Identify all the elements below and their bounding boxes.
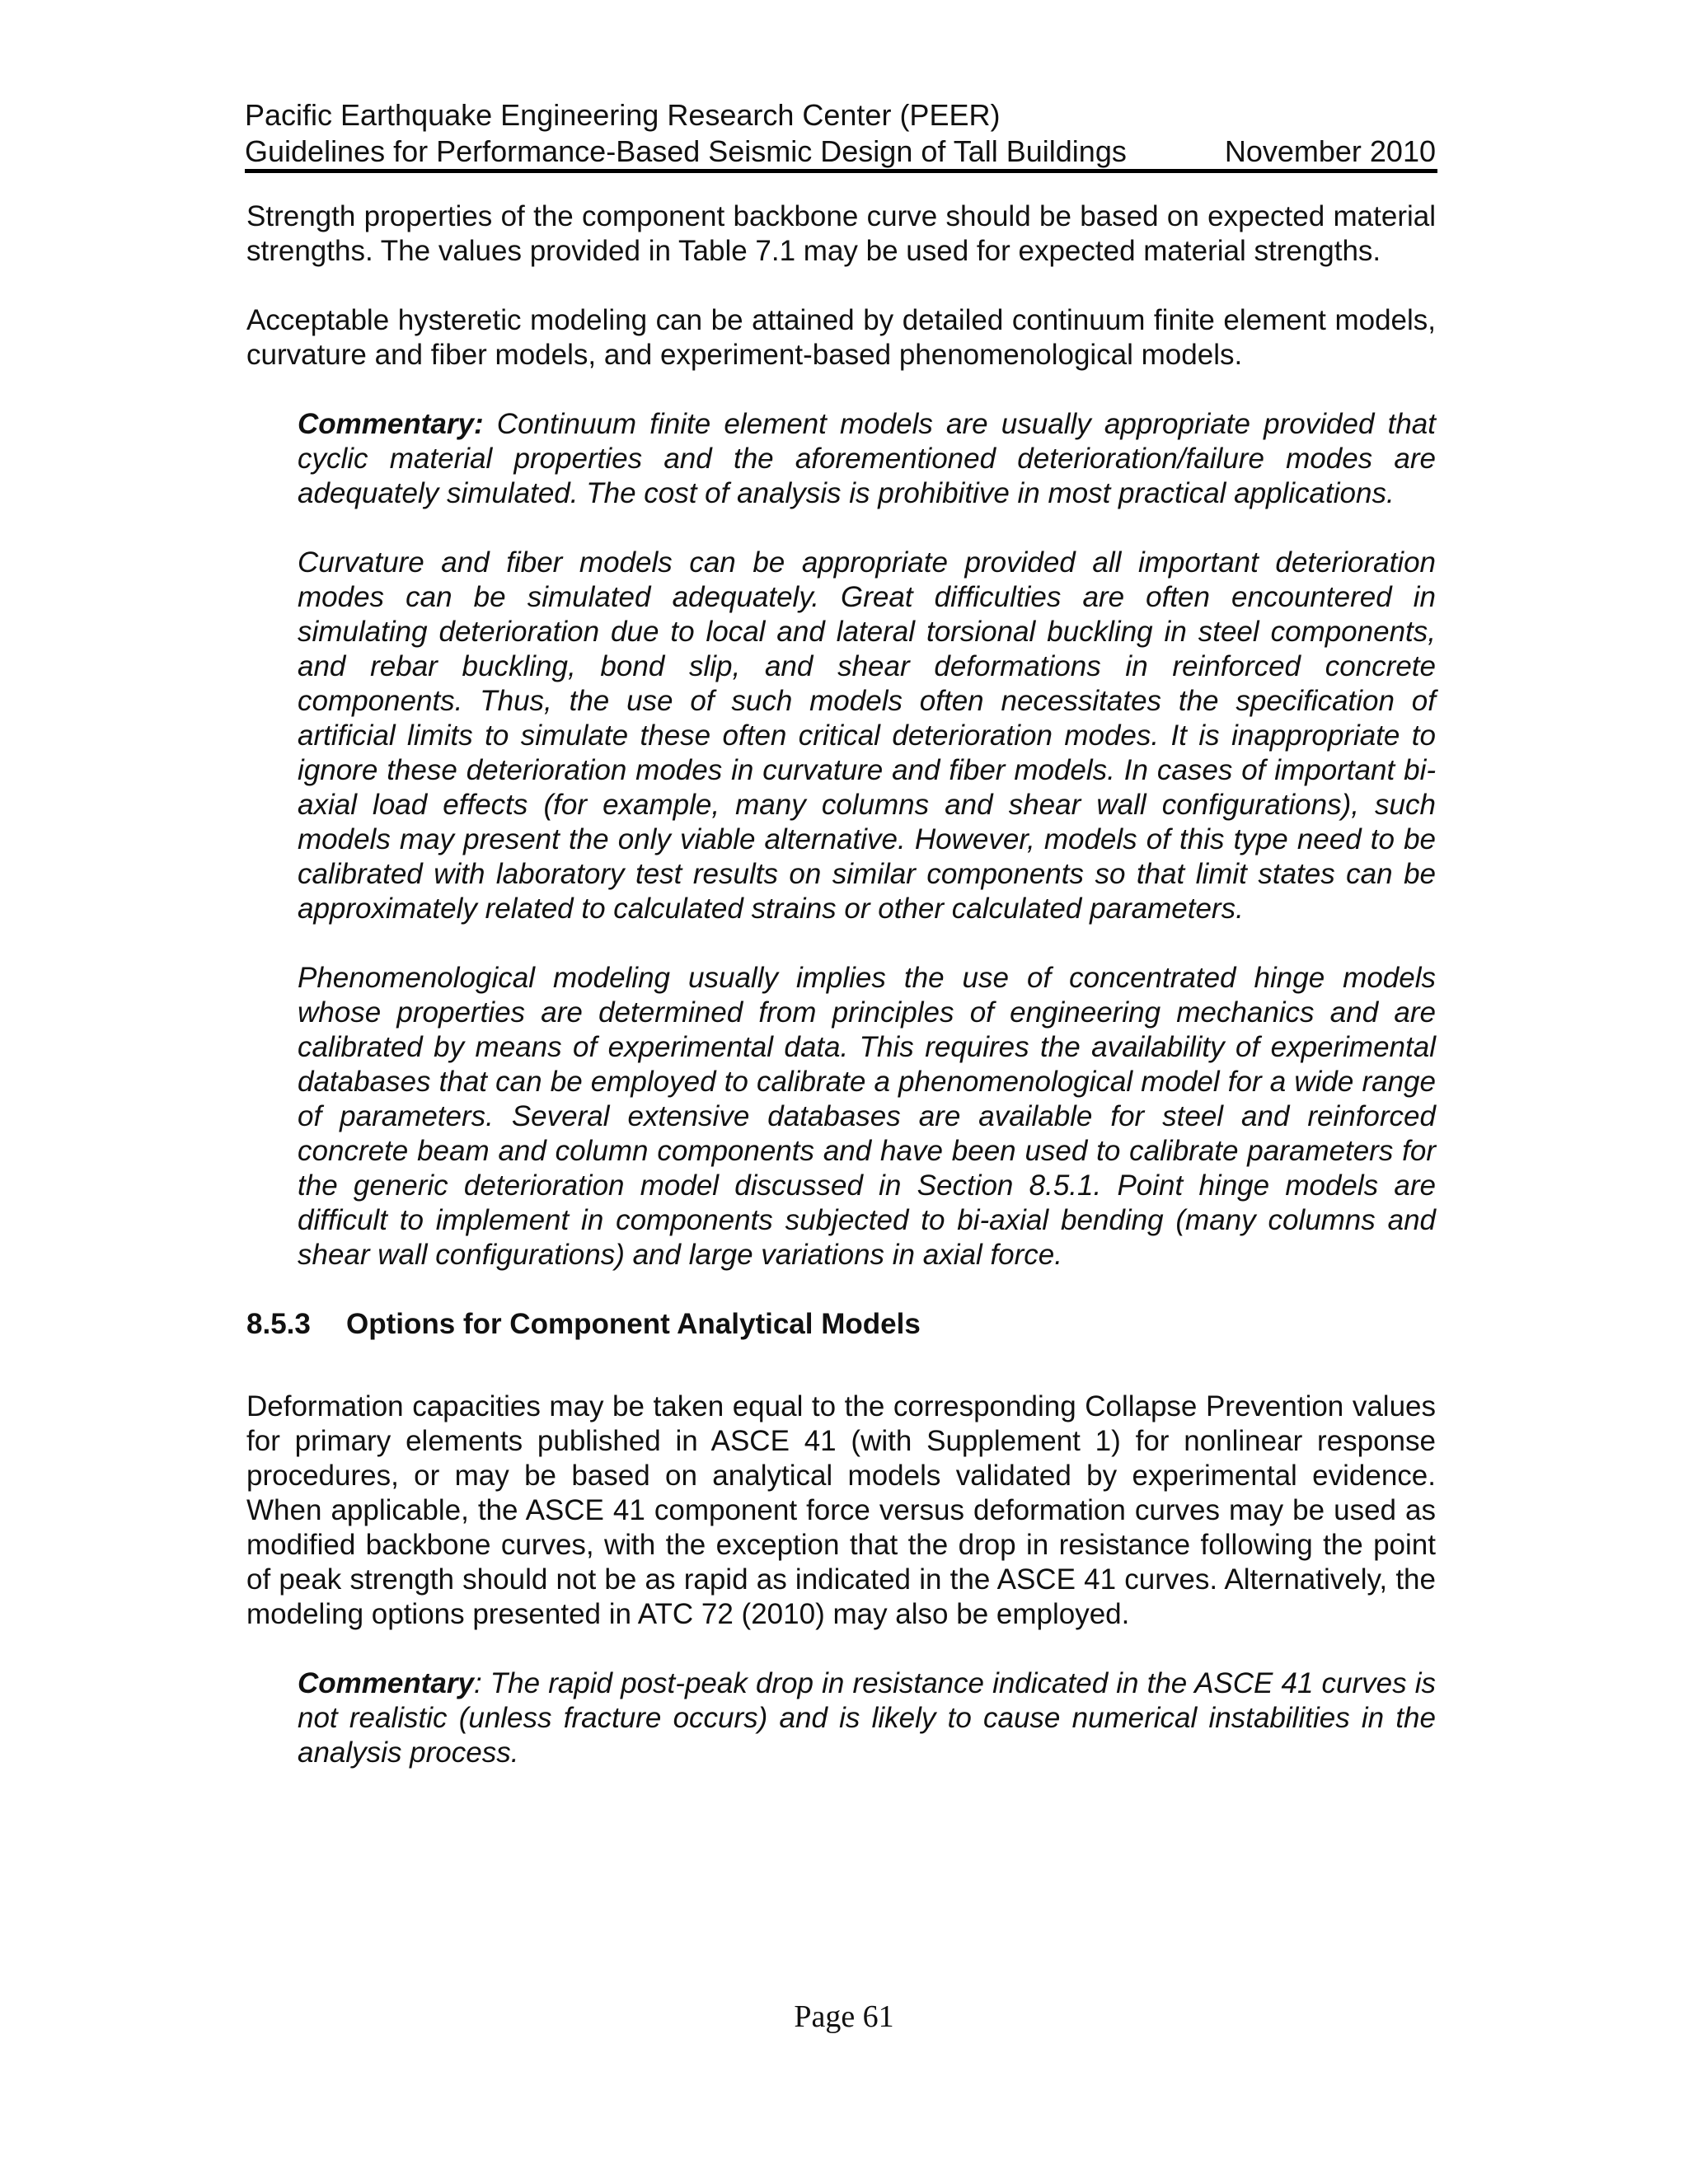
commentary-phenomenological-modeling: Phenomenological modeling usually implies the use of concentrated hinge models whose properties are determined from principles of engineering mechanics and are calibrated by means of experimental data. This requires the availability of experimental databases that can be employed to calibrate a phenomenological model for a wide range of parameters. Several extensive databases are available for steel and reinforced concrete beam and column components and have been used to calibrate parameters for the generic deterioration model discussed in Section 8.5.1. Point hinge models are difficult to implement in components subjected to bi-axial bending (many columns and shear wall configurations) and large variations in axial force. <box>298 962 1436 1271</box>
commentary-curvature-fiber-models: Curvature and fiber models can be appropriate provided all important deterioration modes can be simulated adequately. Great difficulties are often encountered in simulating deterioration due to local and lateral torsional buckling in steel components, and rebar buckling, bond slip, and shear deformations in reinforced concrete components. Thus, the use of such models often necessitates the specification of artificial limits to simulate these often critical deterioration modes. It is inappropriate to ignore these deterioration modes in curvature and fiber models. In cases of important bi-axial load effects (for example, many columns and shear wall configurations), such models may present the only viable alternative. However, models of this type need to be calibrated with laboratory test results on similar components so that limit states can be approximately related to calculated strains or other calculated parameters. <box>298 546 1436 925</box>
header-organization: Pacific Earthquake Engineering Research Center (PEER) <box>245 98 1001 132</box>
commentary-label: Commentary <box>298 1667 474 1699</box>
paragraph-strength-properties: Strength properties of the component backbone curve should be based on expected material strengths. The values provided in Table 7.1 may be used for expected material strengths. <box>246 200 1436 267</box>
section-title: Options for Component Analytical Models <box>346 1308 921 1340</box>
commentary-text: Continuum finite element models are usually appropriate provided that cyclic material properties and the aforementioned deterioration/failure modes are adequately simulated. The cost of analysis is prohibitive in most practical applications. <box>298 408 1436 509</box>
header-date: November 2010 <box>1224 134 1436 168</box>
section-heading <box>246 1307 1436 1342</box>
paragraph-hysteretic-modeling: Acceptable hysteretic modeling can be attained by detailed continuum finite element models, curvature and fiber models, and experiment-based phenomenological models. <box>246 304 1436 371</box>
header-title-line <box>245 134 1436 170</box>
header-document-title: Guidelines for Performance-Based Seismic Design of Tall Buildings <box>245 134 1127 168</box>
commentary-label: Commentary: <box>298 408 484 440</box>
page-content <box>246 199 1436 1805</box>
page-header <box>245 97 1436 170</box>
section-number: 8.5.3 <box>246 1308 311 1340</box>
commentary-continuum-models <box>298 407 1436 511</box>
page-number: Page 61 <box>794 1999 894 2034</box>
commentary-post-peak-drop <box>298 1666 1436 1770</box>
header-rule <box>245 169 1437 173</box>
commentary-text: : The rapid post-peak drop in resistance indicated in the ASCE 41 curves is not realistic (unless fracture occurs) and is likely to cause numerical instabilities in the analysis process. <box>298 1667 1436 1769</box>
paragraph-deformation-capacities: Deformation capacities may be taken equal to the corresponding Collapse Prevention values for primary elements published in ASCE 41 (with Supplement 1) for nonlinear response procedures, or may be based on analytical models validated by experimental evidence. When applicable, the ASCE 41 component force versus deformation curves may be used as modified backbone curves, with the exception that the drop in resistance following the point of peak strength should not be as rapid as indicated in the ASCE 41 curves. Alternatively, the modeling options presented in ATC 72 (2010) may also be employed. <box>246 1390 1436 1630</box>
